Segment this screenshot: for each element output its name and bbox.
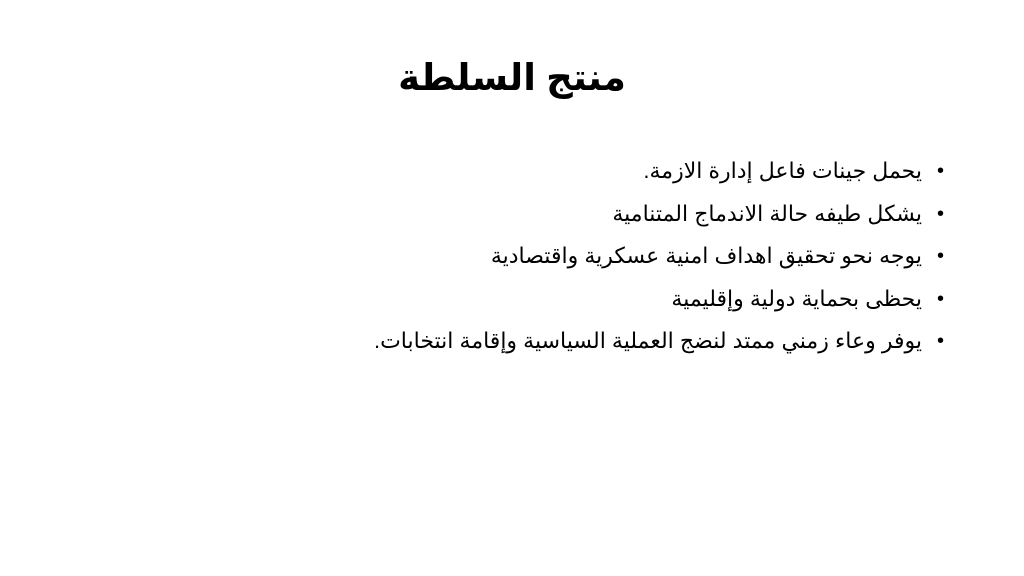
bullet-text: يشكل طيفه حالة الاندماج المتنامية [612, 200, 922, 226]
bullet-icon: • [936, 160, 944, 182]
list-item [244, 235, 944, 278]
bullet-text: يحمل جينات فاعل إدارة الازمة. [643, 158, 922, 183]
slide-title: منتج السلطة [398, 57, 626, 98]
bullet-text: يحظى بحماية دولية وإقليمية [671, 285, 922, 311]
list-item [244, 193, 944, 236]
list-item [244, 320, 944, 363]
list-item [244, 278, 944, 321]
bullet-text: يوفر وعاء زمني ممتد لنضج العملية السياسية وإقامة انتخابات. [373, 328, 922, 353]
bullet-icon: • [936, 330, 944, 352]
bullet-icon: • [936, 202, 944, 225]
list-item [244, 150, 944, 193]
bullet-list [244, 150, 944, 363]
bullet-text: يوجه نحو تحقيق اهداف امنية عسكرية واقتصادية [490, 243, 922, 268]
bullet-icon: • [936, 245, 944, 267]
bullet-icon: • [936, 287, 944, 310]
